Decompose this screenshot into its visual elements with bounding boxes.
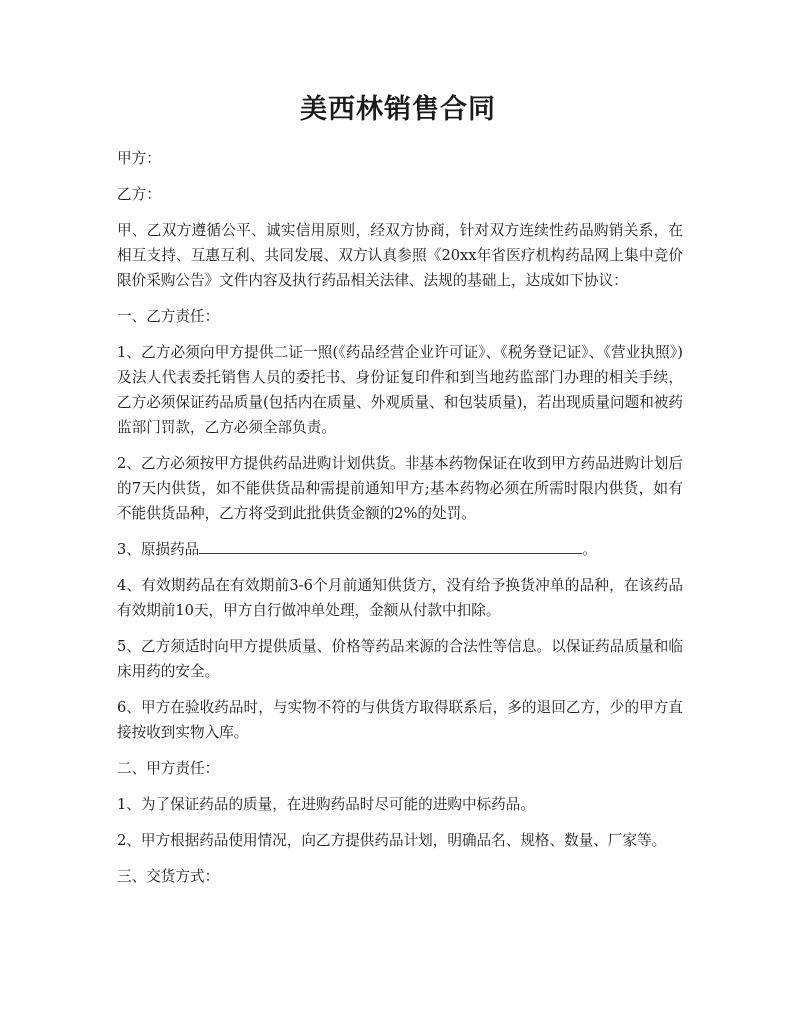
clause-1-5: 5、乙方须适时向甲方提供质量、价格等药品来源的合法性等信息。以保证药品质量和临床用药的安全。 [117,638,683,680]
clause-1-3-label: 3、原损药品 [117,541,200,558]
clause-1-3-end: 。 [582,541,597,558]
clause-2-2: 2、甲方根据药品使用情况，向乙方提供药品计划，明确品名、规格、数量、厂家等。 [117,832,667,849]
section-heading-party-a-duties: 二、甲方责任： [117,760,220,777]
section-heading-party-b-duties: 一、乙方责任： [117,308,220,325]
party-a-line: 甲方： [117,150,161,167]
clause-1-2: 2、乙方必须按甲方提供药品进购计划供货。非基本药物保证在收到甲方药品进购计划后的7天内供货，如不能供货品种需提前通知甲方;基本药物必须在所需时限内供货，如有不能供货品种，乙方将受到此批供货金额的2%的处罚。 [117,455,683,522]
document-title: 美西林销售合同 [300,94,496,125]
clause-2-1: 1、为了保证药品的质量，在进购药品时尽可能的进购中标药品。 [117,796,535,813]
intro-paragraph: 甲、乙双方遵循公平、诚实信用原则，经双方协商，针对双方连续性药品购销关系，在相互支持、互惠互利、共同发展、双方认真参照《20xx年省医疗机构药品网上集中竞价限价采购公告》文件内容及执行药品相关法律、法规的基础上，达成如下协议： [117,222,683,289]
clause-1-3 [117,537,683,562]
clause-1-4: 4、有效期药品在有效期前3-6个月前通知供货方，没有给予换货冲单的品种，在该药品有效期前10天，甲方自行做冲单处理，金额从付款中扣除。 [117,577,683,619]
clause-1-6: 6、甲方在验收药品时，与实物不符的与供货方取得联系后，多的退回乙方，少的甲方直接按收到实物入库。 [117,699,683,741]
clause-1-1: 1、乙方必须向甲方提供二证一照(《药品经营企业许可证》、《税务登记证》、《营业执照》)及法人代表委托销售人员的委托书、身份证复印件和到当地药监部门办理的相关手续，乙方必须保证药品质量(包括内在质量、外观质量、和包装质量)，若出现质量问题和被药监部门罚款，乙方必须全部负责。 [117,344,683,436]
fill-in-blank [199,539,582,554]
party-b-line: 乙方： [117,186,161,203]
document-body [117,146,683,900]
section-heading-delivery: 三、交货方式： [117,868,220,885]
